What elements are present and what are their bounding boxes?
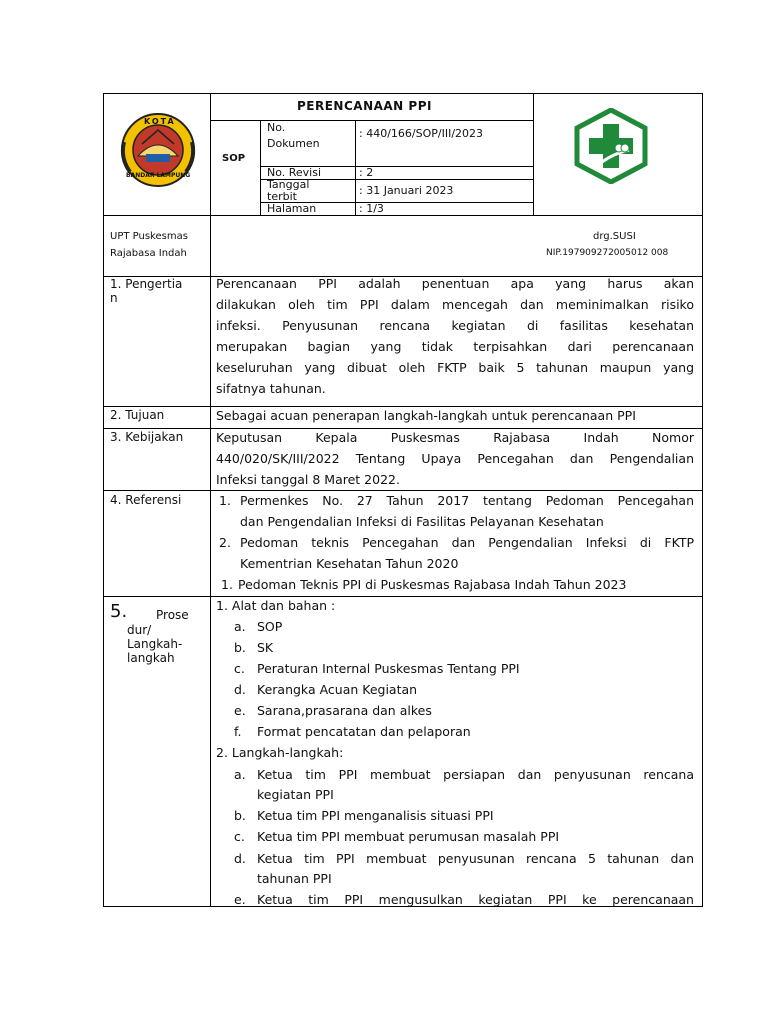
logo-bottom-text: BANDAR LAMPUNG — [126, 172, 191, 179]
alat-letter-a: a. — [234, 619, 246, 634]
kebijakan-bottom-line — [103, 490, 703, 491]
langkah-letter-a: a. — [234, 767, 246, 782]
org-name-line1: UPT Puskesmas — [110, 231, 188, 242]
langkah-item-a-line-1: Ketua tim PPI membuat persiapan dan penyusunan rencana — [257, 767, 694, 782]
alat-letter-e: e. — [234, 703, 246, 718]
prosedur-label-3: Langkah- — [127, 637, 183, 651]
alat-item-a: SOP — [257, 619, 283, 634]
pengertian-label-2: n — [110, 291, 118, 305]
kebijakan-label: 3. Kebijakan — [110, 430, 184, 444]
langkah-item-d-line-2: tahunan PPI — [257, 871, 332, 886]
header-bottom-line — [103, 215, 703, 216]
alat-item-f: Format pencatatan dan pelaporan — [257, 724, 471, 739]
kebijakan-line-2: 440/020/SK/III/2022 Tentang Upaya Pencegahan dan Pengendalian — [216, 451, 694, 466]
referensi-num-2: 2. — [219, 535, 231, 550]
field-value-no-dokumen: : 440/166/SOP/III/2023 — [359, 127, 484, 140]
langkah-item-a-line-2: kegiatan PPI — [257, 787, 334, 802]
langkah-letter-b: b. — [234, 808, 246, 823]
alat-item-e: Sarana,prasarana dan alkes — [257, 703, 432, 718]
alat-letter-d: d. — [234, 682, 246, 697]
field-label-no-dokumen-2: Dokumen — [267, 137, 320, 150]
sop-label-divider — [260, 120, 261, 215]
field-value-divider — [355, 120, 356, 215]
field-label-no-revisi: No. Revisi — [267, 166, 322, 179]
field-label-tanggal-1: Tanggal — [267, 178, 310, 191]
field-label-tanggal-2: terbit — [267, 190, 297, 203]
alat-letter-f: f. — [234, 724, 242, 739]
kota-bandar-lampung-logo — [116, 108, 200, 190]
prosedur-label-2: dur/ — [127, 623, 152, 637]
title-divider — [210, 120, 533, 121]
langkah-item-d-line-1: Ketua tim PPI membuat penyusunan rencana 5 tahunan dan — [257, 851, 694, 866]
pengertian-line-3: infeksi. Penyusunan rencana kegiatan di fasilitas kesehatan — [216, 318, 694, 333]
pengertian-line-1: Perencanaan PPI adalah penentuan apa yang harus akan — [216, 276, 694, 291]
pengertian-line-2: dilakukan oleh tim PPI dalam mencegah dan meminimalkan risiko — [216, 297, 694, 312]
referensi-item-2-line-1: Pedoman teknis Pencegahan dan Pengendalian Infeksi di FKTP — [240, 535, 694, 550]
field-label-halaman: Halaman — [267, 202, 317, 215]
alat-item-c: Peraturan Internal Puskesmas Tentang PPI — [257, 661, 520, 676]
field-label-no-dokumen-1: No. — [267, 121, 286, 134]
puskesmas-cross-icon — [573, 108, 649, 184]
referensi-num-3: 1. — [221, 577, 233, 592]
org-name-line2: Rajabasa Indah — [110, 248, 187, 259]
alat-letter-c: c. — [234, 661, 245, 676]
document-title: PERENCANAAN PPI — [297, 99, 432, 113]
referensi-num-1: 1. — [219, 493, 231, 508]
right-header-divider — [533, 93, 534, 215]
langkah-item-c-line-1: Ketua tim PPI membuat perumusan masalah PPI — [257, 829, 560, 844]
signer-nip: NIP.197909272005012 008 — [546, 248, 669, 258]
langkah-item-e-line-1: Ketua tim PPI mengusulkan kegiatan PPI ke perencanaan — [257, 892, 694, 907]
langkah-heading: 2. Langkah-langkah: — [216, 745, 344, 760]
sop-label: SOP — [222, 153, 246, 164]
pengertian-line-6: sifatnya tahunan. — [216, 381, 326, 396]
langkah-letter-c: c. — [234, 829, 245, 844]
alat-heading: 1. Alat dan bahan : — [216, 598, 336, 613]
langkah-letter-e: e. — [234, 892, 246, 907]
prosedur-label-num: 5. — [110, 601, 128, 622]
pengertian-label-1: 1. Pengertia — [110, 277, 183, 291]
alat-item-d: Kerangka Acuan Kegiatan — [257, 682, 418, 697]
pengertian-line-5: keseluruhan yang dibuat oleh FKTP baik 5 tahunan maupun yang — [216, 360, 694, 375]
pengertian-bottom-line — [103, 406, 703, 407]
field-value-no-revisi: : 2 — [359, 166, 374, 179]
tujuan-bottom-line — [103, 428, 703, 429]
prosedur-label-1: Prose — [156, 608, 189, 622]
logo-top-text: KOTA — [144, 117, 176, 126]
field-value-halaman: : 1/3 — [359, 202, 384, 215]
referensi-item-2-line-2: Kementrian Kesehatan Tahun 2020 — [240, 556, 459, 571]
langkah-item-b-line-1: Ketua tim PPI menganalisis situasi PPI — [257, 808, 494, 823]
pengertian-line-4: merupakan bagian yang tidak terpisahkan dari perencanaan — [216, 339, 694, 354]
signer-name: drg.SUSI — [593, 231, 636, 242]
referensi-item-1-line-1: Permenkes No. 27 Tahun 2017 tentang Pedoman Pencegahan — [240, 493, 694, 508]
langkah-letter-d: d. — [234, 851, 246, 866]
tujuan-label: 2. Tujuan — [110, 408, 165, 422]
prosedur-label-4: langkah — [127, 651, 175, 665]
alat-letter-b: b. — [234, 640, 246, 655]
referensi-bottom-line — [103, 596, 703, 597]
tujuan-text: Sebagai acuan penerapan langkah-langkah untuk perencanaan PPI — [216, 408, 636, 423]
kebijakan-line-1: Keputusan Kepala Puskesmas Rajabasa Indah Nomor — [216, 430, 694, 445]
field-value-tanggal: : 31 Januari 2023 — [359, 184, 454, 197]
kebijakan-line-3: Infeksi tanggal 8 Maret 2022. — [216, 472, 400, 487]
alat-item-b: SK — [257, 640, 274, 655]
referensi-item-3-line-1: Pedoman Teknis PPI di Puskesmas Rajabasa Indah Tahun 2023 — [238, 577, 627, 592]
referensi-label: 4. Referensi — [110, 493, 182, 507]
referensi-item-1-line-2: dan Pengendalian Infeksi di Fasilitas Pelayanan Kesehatan — [240, 514, 604, 529]
